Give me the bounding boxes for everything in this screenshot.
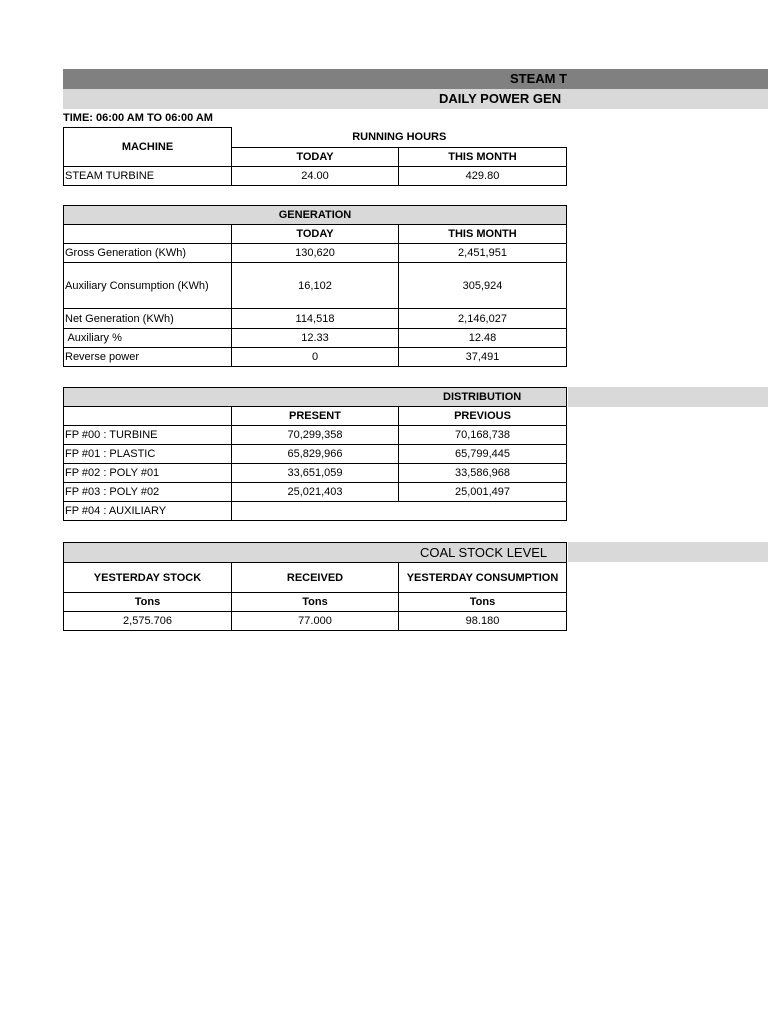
subtitle-band [63, 89, 768, 109]
gen-label: Reverse power [64, 348, 232, 367]
gen-month: 12.48 [399, 329, 567, 348]
feeder-label: FP #00 : TURBINE [64, 426, 232, 445]
table-row [64, 426, 567, 445]
coal-header: COAL STOCK LEVEL [420, 545, 548, 560]
consumption-value: 98.180 [399, 612, 567, 631]
table-row [64, 329, 567, 348]
feeder-present: 70,299,358 [232, 426, 399, 445]
feeder-label: FP #01 : PLASTIC [64, 445, 232, 464]
running-today: 24.00 [232, 167, 399, 186]
distribution-band-extension [568, 387, 768, 407]
coal-stock-table [63, 542, 567, 631]
machine-header: MACHINE [64, 128, 232, 167]
gen-label: Auxiliary Consumption (KWh) [64, 263, 232, 309]
table-row [64, 167, 567, 186]
table-row [64, 612, 567, 631]
feeder-previous: 70,168,738 [399, 426, 567, 445]
report-subtitle: DAILY POWER GEN [439, 91, 562, 106]
feeder-value-empty [232, 502, 567, 521]
gen-month: 305,924 [399, 263, 567, 309]
generation-header: GENERATION [64, 206, 567, 225]
gen-today: 16,102 [232, 263, 399, 309]
running-hours-table [63, 127, 567, 186]
today-header: TODAY [232, 148, 399, 167]
received-value: 77.000 [232, 612, 399, 631]
distribution-header: DISTRIBUTION [443, 391, 522, 403]
unit-label: Tons [399, 593, 567, 612]
this-month-header: THIS MONTH [399, 148, 567, 167]
table-row [64, 445, 567, 464]
gen-today: 12.33 [232, 329, 399, 348]
unit-label: Tons [64, 593, 232, 612]
table-row [64, 502, 567, 521]
feeder-present: 33,651,059 [232, 464, 399, 483]
machine-name: STEAM TURBINE [64, 167, 232, 186]
gen-month: 2,451,951 [399, 244, 567, 263]
time-range-label: TIME: 06:00 AM TO 06:00 AM [63, 112, 213, 124]
report-title: STEAM T [510, 71, 568, 86]
coal-band-extension [568, 542, 768, 562]
table-row [64, 244, 567, 263]
gen-month-header: THIS MONTH [399, 225, 567, 244]
gen-today: 114,518 [232, 309, 399, 329]
table-row [64, 483, 567, 502]
gen-today-header: TODAY [232, 225, 399, 244]
previous-header: PREVIOUS [399, 407, 567, 426]
generation-blank-header [64, 225, 232, 244]
received-header: RECEIVED [232, 563, 399, 593]
distribution-header-cell [64, 388, 567, 407]
yesterday-stock-header: YESTERDAY STOCK [64, 563, 232, 593]
table-row [64, 464, 567, 483]
distribution-blank-header [64, 407, 232, 426]
gen-today: 0 [232, 348, 399, 367]
feeder-label: FP #03 : POLY #02 [64, 483, 232, 502]
gen-today: 130,620 [232, 244, 399, 263]
running-month: 429.80 [399, 167, 567, 186]
feeder-present: 25,021,403 [232, 483, 399, 502]
feeder-label: FP #02 : POLY #01 [64, 464, 232, 483]
title-band [63, 69, 768, 89]
gen-month: 37,491 [399, 348, 567, 367]
table-row [64, 348, 567, 367]
feeder-previous: 65,799,445 [399, 445, 567, 464]
unit-label: Tons [232, 593, 399, 612]
table-row [64, 263, 567, 309]
coal-header-cell [64, 543, 567, 563]
generation-table [63, 205, 567, 367]
feeder-previous: 33,586,968 [399, 464, 567, 483]
gen-label: Net Generation (KWh) [64, 309, 232, 329]
table-row [64, 309, 567, 329]
gen-label: Gross Generation (KWh) [64, 244, 232, 263]
distribution-table [63, 387, 567, 521]
feeder-label: FP #04 : AUXILIARY [64, 502, 232, 521]
feeder-previous: 25,001,497 [399, 483, 567, 502]
gen-month: 2,146,027 [399, 309, 567, 329]
present-header: PRESENT [232, 407, 399, 426]
yesterday-consumption-header: YESTERDAY CONSUMPTION [399, 563, 567, 593]
feeder-present: 65,829,966 [232, 445, 399, 464]
yesterday-stock-value: 2,575.706 [64, 612, 232, 631]
gen-label: Auxiliary % [64, 329, 232, 348]
running-hours-header: RUNNING HOURS [232, 128, 567, 148]
